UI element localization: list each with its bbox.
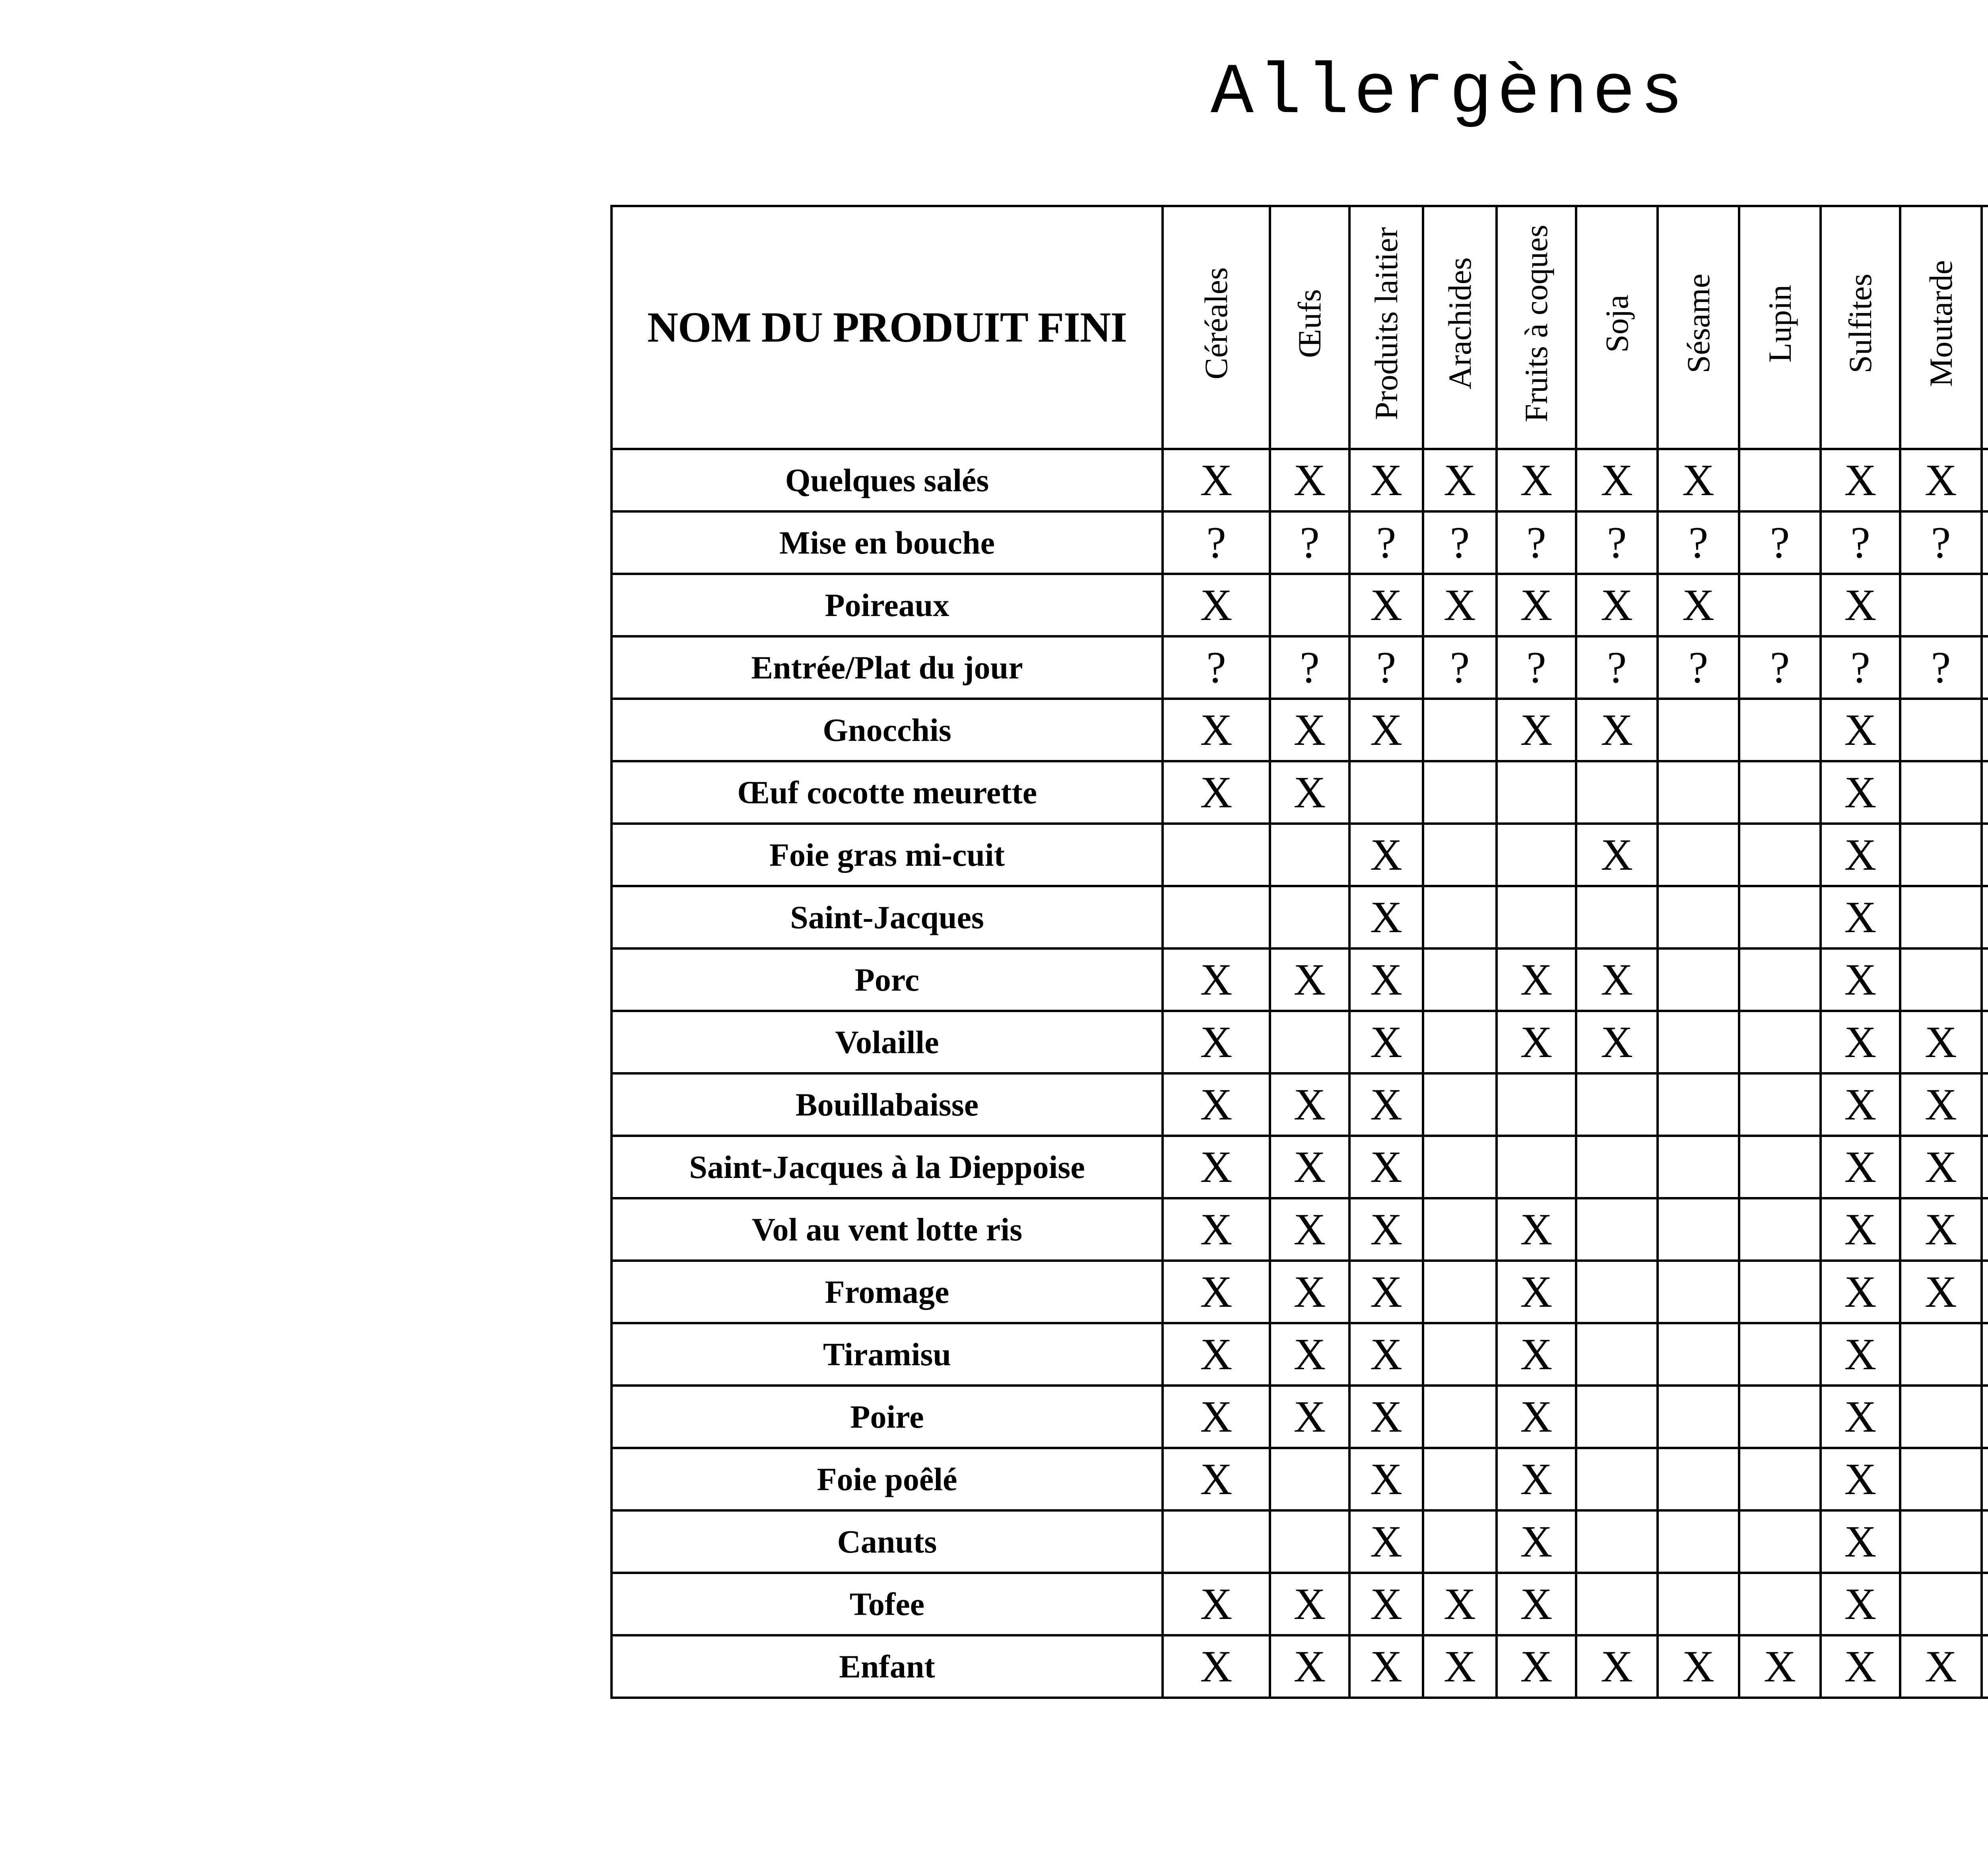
allergen-mark-cell: X (1163, 1386, 1270, 1448)
allergen-mark-cell: X (1900, 1261, 1982, 1323)
allergen-mark-cell: X (1349, 1011, 1423, 1073)
allergen-mark-cell (1982, 886, 1988, 948)
allergen-mark-cell (1900, 824, 1982, 886)
allergen-mark-cell (1900, 948, 1982, 1011)
allergen-mark-cell (1982, 1386, 1988, 1448)
allergen-header-label: Céréales (1198, 267, 1234, 380)
allergen-mark-cell (1423, 761, 1497, 824)
allergen-mark-cell: X (1900, 1011, 1982, 1073)
allergen-mark-cell (1270, 886, 1349, 948)
allergen-mark-cell (1423, 699, 1497, 761)
allergen-mark-cell: X (1821, 1261, 1900, 1323)
allergen-mark-cell: X (1163, 574, 1270, 636)
allergen-mark-cell (1982, 824, 1988, 886)
allergen-mark-cell: X (1270, 761, 1349, 824)
allergen-mark-cell: X (1163, 1323, 1270, 1386)
allergen-header (1900, 206, 1982, 449)
table-row (612, 1011, 1988, 1073)
allergen-mark-cell (1423, 1386, 1497, 1448)
allergen-mark-cell: ? (1163, 636, 1270, 699)
allergen-mark-cell: X (1423, 574, 1497, 636)
allergen-mark-cell: ? (1576, 511, 1658, 574)
allergen-mark-cell: X (1270, 449, 1349, 511)
allergen-mark-cell (1658, 1261, 1739, 1323)
allergen-mark-cell: X (1821, 1386, 1900, 1448)
allergen-mark-cell (1982, 1323, 1988, 1386)
allergen-mark-cell (1497, 1136, 1576, 1198)
product-name-cell: Saint-Jacques (612, 886, 1163, 948)
table-row (612, 948, 1988, 1011)
allergen-header-label: Sésame (1680, 274, 1716, 373)
allergen-mark-cell: X (1821, 1136, 1900, 1198)
allergen-mark-cell (1739, 948, 1821, 1011)
allergen-mark-cell: X (1349, 1573, 1423, 1635)
allergen-mark-cell (1163, 886, 1270, 948)
allergen-mark-cell: X (1497, 449, 1576, 511)
allergen-mark-cell: ? (1821, 636, 1900, 699)
allergen-header (1576, 206, 1658, 449)
allergen-mark-cell (1739, 1386, 1821, 1448)
allergen-mark-cell: X (1270, 948, 1349, 1011)
allergen-header (1163, 206, 1270, 449)
allergen-header (1349, 206, 1423, 449)
allergen-mark-cell: ? (1270, 636, 1349, 699)
allergen-mark-cell (1739, 1323, 1821, 1386)
allergen-mark-cell (1576, 1136, 1658, 1198)
allergen-mark-cell (1576, 1261, 1658, 1323)
allergen-mark-cell (1739, 886, 1821, 948)
allergen-mark-cell: X (1349, 1510, 1423, 1573)
allergen-mark-cell (1270, 1448, 1349, 1510)
allergen-mark-cell (1576, 1573, 1658, 1635)
product-name-cell: Poire (612, 1386, 1163, 1448)
table-row (612, 1635, 1988, 1698)
allergen-mark-cell (1900, 1323, 1982, 1386)
allergen-mark-cell: X (1658, 1635, 1739, 1698)
allergen-mark-cell: X (1900, 1073, 1982, 1136)
product-name-cell: Entrée/Plat du jour (612, 636, 1163, 699)
allergen-mark-cell (1423, 1011, 1497, 1073)
allergen-mark-cell: X (1821, 886, 1900, 948)
allergen-mark-cell (1982, 449, 1988, 511)
allergen-mark-cell: X (1163, 761, 1270, 824)
allergen-mark-cell: X (1163, 1573, 1270, 1635)
allergen-mark-cell (1982, 1635, 1988, 1698)
allergen-mark-cell (1423, 1198, 1497, 1261)
allergen-mark-cell: X (1349, 1448, 1423, 1510)
allergen-header-label: Lupin (1761, 284, 1798, 363)
table-row (612, 1448, 1988, 1510)
allergen-mark-cell (1982, 574, 1988, 636)
allergen-mark-cell (1658, 1573, 1739, 1635)
allergen-mark-cell (1739, 1198, 1821, 1261)
allergen-mark-cell (1423, 948, 1497, 1011)
allergen-mark-cell: X (1163, 1198, 1270, 1261)
allergen-mark-cell (1658, 1448, 1739, 1510)
allergen-mark-cell: X (1349, 1635, 1423, 1698)
allergen-mark-cell: X (1349, 1136, 1423, 1198)
allergen-mark-cell: X (1900, 1635, 1982, 1698)
table-row (612, 511, 1988, 574)
allergen-mark-cell: X (1270, 1386, 1349, 1448)
allergen-mark-cell (1423, 1073, 1497, 1136)
allergen-mark-cell: X (1658, 449, 1739, 511)
allergen-mark-cell (1658, 1198, 1739, 1261)
allergen-mark-cell (1497, 1073, 1576, 1136)
allergen-mark-cell (1163, 1510, 1270, 1573)
allergen-mark-cell (1658, 824, 1739, 886)
allergen-table (610, 205, 1988, 1699)
allergen-mark-cell (1576, 886, 1658, 948)
table-row (612, 761, 1988, 824)
product-name-cell: Œuf cocotte meurette (612, 761, 1163, 824)
allergen-header (1497, 206, 1576, 449)
allergen-header-label: Fruits à coques (1518, 225, 1554, 422)
allergen-header (1658, 206, 1739, 449)
allergen-mark-cell: ? (1821, 511, 1900, 574)
product-name-cell: Porc (612, 948, 1163, 1011)
allergen-mark-cell: X (1349, 824, 1423, 886)
table-row (612, 449, 1988, 511)
allergen-mark-cell: X (1349, 574, 1423, 636)
allergen-mark-cell (1739, 761, 1821, 824)
allergen-mark-cell (1739, 1573, 1821, 1635)
allergen-mark-cell: X (1497, 1448, 1576, 1510)
allergen-mark-cell: X (1821, 1011, 1900, 1073)
table-row (612, 886, 1988, 948)
allergen-mark-cell: X (1163, 1136, 1270, 1198)
allergen-mark-cell: X (1270, 1573, 1349, 1635)
table-row (612, 636, 1988, 699)
product-name-cell: Mise en bouche (612, 511, 1163, 574)
product-name-cell: Foie poêlé (612, 1448, 1163, 1510)
allergen-mark-cell: X (1349, 1198, 1423, 1261)
allergen-mark-cell: ? (1497, 636, 1576, 699)
table-row (612, 1073, 1988, 1136)
allergen-mark-cell (1658, 1136, 1739, 1198)
allergen-mark-cell (1497, 824, 1576, 886)
allergen-mark-cell: ? (1497, 511, 1576, 574)
allergen-mark-cell (1739, 1073, 1821, 1136)
allergen-mark-cell (1982, 1510, 1988, 1573)
allergen-mark-cell: ? (1349, 511, 1423, 574)
product-name-cell: Quelques salés (612, 449, 1163, 511)
allergen-mark-cell (1576, 1323, 1658, 1386)
allergen-mark-cell: X (1270, 1198, 1349, 1261)
allergen-mark-cell: X (1821, 1073, 1900, 1136)
allergen-mark-cell: X (1497, 1635, 1576, 1698)
allergen-mark-cell (1982, 761, 1988, 824)
allergen-mark-cell (1739, 1510, 1821, 1573)
allergen-mark-cell: X (1349, 1386, 1423, 1448)
allergen-mark-cell: X (1739, 1635, 1821, 1698)
allergen-mark-cell (1423, 824, 1497, 886)
allergen-mark-cell (1423, 886, 1497, 948)
allergen-mark-cell: ? (1658, 636, 1739, 699)
allergen-mark-cell: X (1821, 1448, 1900, 1510)
allergen-mark-cell (1982, 1573, 1988, 1635)
allergen-mark-cell: ? (1900, 511, 1982, 574)
allergen-mark-cell: X (1423, 449, 1497, 511)
allergen-mark-cell (1423, 1261, 1497, 1323)
allergen-mark-cell: X (1163, 1448, 1270, 1510)
allergen-mark-cell: X (1576, 449, 1658, 511)
allergen-mark-cell: X (1576, 699, 1658, 761)
allergen-mark-cell: X (1576, 948, 1658, 1011)
allergen-mark-cell: X (1270, 1136, 1349, 1198)
product-name-cell: Fromage (612, 1261, 1163, 1323)
allergen-mark-cell: X (1576, 574, 1658, 636)
allergen-mark-cell (1739, 824, 1821, 886)
allergen-mark-cell: X (1349, 886, 1423, 948)
allergen-mark-cell: X (1821, 1510, 1900, 1573)
allergen-mark-cell (1982, 636, 1988, 699)
table-row (612, 1573, 1988, 1635)
allergen-mark-cell: X (1349, 948, 1423, 1011)
allergen-mark-cell (1900, 1510, 1982, 1573)
allergen-mark-cell (1900, 1573, 1982, 1635)
allergen-mark-cell (1270, 574, 1349, 636)
allergen-mark-cell: X (1349, 1261, 1423, 1323)
allergen-mark-cell (1900, 886, 1982, 948)
allergen-mark-cell: X (1497, 948, 1576, 1011)
allergen-mark-cell (1739, 449, 1821, 511)
allergen-mark-cell (1900, 761, 1982, 824)
allergen-mark-cell (1900, 1386, 1982, 1448)
allergen-mark-cell: X (1821, 761, 1900, 824)
allergen-mark-cell (1739, 699, 1821, 761)
product-name-header: NOM DU PRODUIT FINI (612, 206, 1163, 449)
allergen-mark-cell: ? (1349, 636, 1423, 699)
allergen-mark-cell: X (1576, 1635, 1658, 1698)
allergen-mark-cell: X (1423, 1635, 1497, 1698)
allergen-mark-cell: X (1163, 449, 1270, 511)
allergen-mark-cell: X (1821, 1635, 1900, 1698)
allergen-mark-cell: X (1576, 1011, 1658, 1073)
allergen-mark-cell: X (1497, 1510, 1576, 1573)
allergen-mark-cell: X (1349, 449, 1423, 511)
allergen-mark-cell (1739, 574, 1821, 636)
allergen-mark-cell: X (1163, 1073, 1270, 1136)
allergen-mark-cell (1423, 1510, 1497, 1573)
allergen-mark-cell: X (1163, 1011, 1270, 1073)
allergen-mark-cell (1497, 886, 1576, 948)
product-name-cell: Vol au vent lotte ris (612, 1198, 1163, 1261)
allergen-header-label: Moutarde (1922, 260, 1959, 387)
product-name-cell: Tiramisu (612, 1323, 1163, 1386)
allergen-mark-cell: X (1270, 699, 1349, 761)
allergen-mark-cell: X (1497, 1386, 1576, 1448)
allergen-mark-cell (1982, 1198, 1988, 1261)
allergen-mark-cell: X (1163, 1261, 1270, 1323)
allergen-mark-cell: ? (1163, 511, 1270, 574)
allergen-mark-cell: X (1576, 824, 1658, 886)
allergen-mark-cell: X (1821, 699, 1900, 761)
allergen-mark-cell (1576, 1510, 1658, 1573)
allergen-mark-cell (1900, 699, 1982, 761)
allergen-mark-cell: X (1658, 574, 1739, 636)
allergen-mark-cell: X (1270, 1073, 1349, 1136)
allergen-header-label: Produits laitier (1368, 227, 1404, 420)
allergen-mark-cell (1982, 948, 1988, 1011)
allergen-mark-cell (1658, 1510, 1739, 1573)
table-row (612, 1261, 1988, 1323)
allergen-mark-cell (1658, 761, 1739, 824)
allergen-mark-cell: X (1270, 1635, 1349, 1698)
table-row (612, 824, 1988, 886)
allergen-mark-cell (1423, 1136, 1497, 1198)
allergen-mark-cell: ? (1423, 511, 1497, 574)
allergen-mark-cell (1658, 948, 1739, 1011)
product-name-cell: Gnocchis (612, 699, 1163, 761)
product-name-cell: Enfant (612, 1635, 1163, 1698)
allergen-mark-cell: X (1821, 1198, 1900, 1261)
allergen-mark-cell: X (1497, 1011, 1576, 1073)
allergen-mark-cell: ? (1900, 636, 1982, 699)
allergen-mark-cell: X (1497, 699, 1576, 761)
allergen-mark-cell (1900, 1448, 1982, 1510)
allergen-mark-cell (1658, 1323, 1739, 1386)
allergen-mark-cell (1163, 824, 1270, 886)
table-body (612, 449, 1988, 1698)
allergen-mark-cell: ? (1658, 511, 1739, 574)
product-name-cell: Bouillabaisse (612, 1073, 1163, 1136)
allergen-mark-cell (1982, 1136, 1988, 1198)
allergen-mark-cell (1739, 1011, 1821, 1073)
allergen-mark-cell: X (1821, 824, 1900, 886)
allergen-mark-cell (1658, 1386, 1739, 1448)
allergen-mark-cell: ? (1576, 636, 1658, 699)
allergen-mark-cell: X (1900, 1198, 1982, 1261)
product-name-cell: Volaille (612, 1011, 1163, 1073)
allergen-mark-cell (1739, 1448, 1821, 1510)
allergen-mark-cell (1982, 1011, 1988, 1073)
allergen-mark-cell (1576, 1073, 1658, 1136)
allergen-mark-cell: X (1349, 1323, 1423, 1386)
table-header-row (612, 206, 1988, 449)
allergen-mark-cell: ? (1270, 511, 1349, 574)
allergen-mark-cell: X (1163, 1635, 1270, 1698)
allergen-mark-cell (1982, 1261, 1988, 1323)
allergen-header (1423, 206, 1497, 449)
allergen-mark-cell (1423, 1323, 1497, 1386)
allergen-mark-cell (1497, 761, 1576, 824)
allergen-mark-cell (1739, 1136, 1821, 1198)
allergen-mark-cell (1270, 1011, 1349, 1073)
allergen-mark-cell: X (1900, 449, 1982, 511)
allergen-mark-cell (1576, 1198, 1658, 1261)
allergen-header-label: Œufs (1291, 289, 1328, 358)
allergen-mark-cell: X (1270, 1261, 1349, 1323)
table-row (612, 1136, 1988, 1198)
allergen-mark-cell: X (1497, 1198, 1576, 1261)
allergen-mark-cell (1270, 824, 1349, 886)
product-name-cell: Foie gras mi-cuit (612, 824, 1163, 886)
allergen-mark-cell: X (1349, 1073, 1423, 1136)
allergen-header-label: Soja (1598, 294, 1635, 353)
table-row (612, 1198, 1988, 1261)
allergen-mark-cell: X (1349, 699, 1423, 761)
allergen-mark-cell (1658, 886, 1739, 948)
allergen-mark-cell: X (1821, 1573, 1900, 1635)
table-row (612, 699, 1988, 761)
allergen-mark-cell (1658, 1011, 1739, 1073)
allergen-mark-cell: X (1163, 699, 1270, 761)
allergen-header-label: Sulfites (1842, 274, 1878, 373)
allergen-mark-cell: ? (1739, 511, 1821, 574)
allergen-mark-cell: X (1423, 1573, 1497, 1635)
table-row (612, 1510, 1988, 1573)
allergen-mark-cell: X (1497, 1261, 1576, 1323)
page-title: Allergènes (1210, 53, 1688, 134)
allergen-mark-cell (1576, 1386, 1658, 1448)
allergen-header-label: Arachides (1441, 257, 1478, 390)
table-row (612, 1323, 1988, 1386)
allergen-mark-cell (1739, 1261, 1821, 1323)
allergen-mark-cell (1349, 761, 1423, 824)
product-name-cell: Canuts (612, 1510, 1163, 1573)
product-name-cell: Tofee (612, 1573, 1163, 1635)
product-name-cell: Saint-Jacques à la Dieppoise (612, 1136, 1163, 1198)
allergen-mark-cell (1982, 699, 1988, 761)
allergen-mark-cell (1576, 761, 1658, 824)
allergen-mark-cell (1982, 1448, 1988, 1510)
table-row (612, 1386, 1988, 1448)
allergen-mark-cell: X (1821, 1323, 1900, 1386)
allergen-mark-cell (1658, 1073, 1739, 1136)
allergen-mark-cell (1658, 699, 1739, 761)
allergen-mark-cell: X (1821, 948, 1900, 1011)
allergen-mark-cell: X (1497, 1323, 1576, 1386)
allergen-mark-cell (1423, 1448, 1497, 1510)
allergen-mark-cell: X (1497, 1573, 1576, 1635)
allergen-mark-cell: X (1900, 1136, 1982, 1198)
allergen-mark-cell (1982, 511, 1988, 574)
allergen-mark-cell (1982, 1073, 1988, 1136)
allergen-mark-cell: X (1497, 574, 1576, 636)
allergen-header (1982, 206, 1988, 449)
table-row (612, 574, 1988, 636)
allergen-mark-cell: X (1163, 948, 1270, 1011)
allergen-header (1821, 206, 1900, 449)
allergen-mark-cell: X (1821, 449, 1900, 511)
allergen-mark-cell (1900, 574, 1982, 636)
allergen-mark-cell: ? (1423, 636, 1497, 699)
allergen-mark-cell: X (1821, 574, 1900, 636)
allergen-header (1739, 206, 1821, 449)
allergen-mark-cell (1576, 1448, 1658, 1510)
allergen-mark-cell (1270, 1510, 1349, 1573)
allergen-mark-cell: ? (1739, 636, 1821, 699)
allergen-header (1270, 206, 1349, 449)
product-name-cell: Poireaux (612, 574, 1163, 636)
allergen-mark-cell: X (1270, 1323, 1349, 1386)
